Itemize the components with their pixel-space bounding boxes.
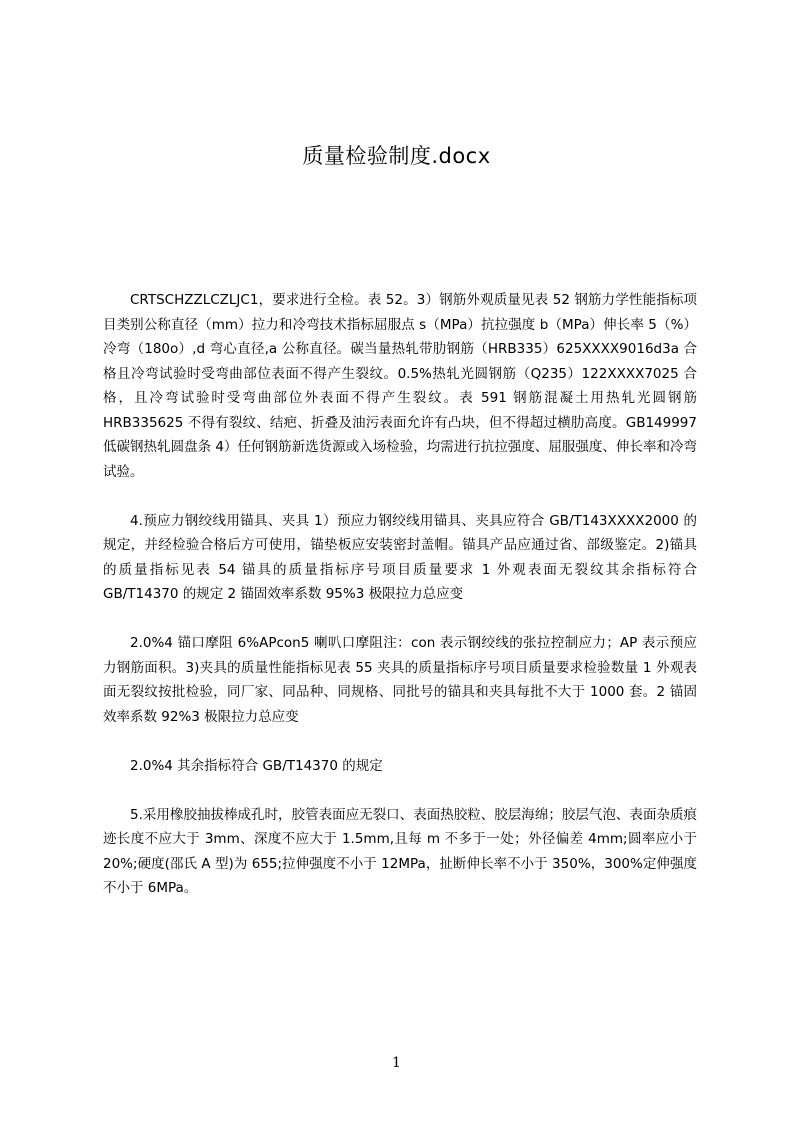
paragraph-clamp-quality: 2.0%4 锚口摩阻 6%APcon5 喇叭口摩阻注：con 表示钢绞线的张拉控制应力；AP 表示预应力钢筋面积。3)夹具的质量性能指标见表 55 夹具的质量指标序号项目质量要求检验数量 1 外观表面无裂纹按批检验，同厂家、同品种、同规格、同批号的锚具和夹具每批不大于 1000 套。2 锚固效率系数 92%3 极限拉力总应变 bbox=[103, 635, 697, 725]
paragraph-rubber-rod-requirements: 5.采用橡胶抽拔棒成孔时，胶管表面应无裂口、表面热胶粒、胶层海绵；胶层气泡、表面杂质痕迹长度不应大于 3mm、深度不应大于 1.5mm,且每 m 不多于一处；外径偏差 4mm;圆率应小于 20%;硬度(邵氏 A 型)为 655;拉伸强度不小于 12MPa，扯断伸长率不小于 350%，300%定伸强度不小于 6MPa。 bbox=[103, 806, 697, 896]
paragraph-anchorage-requirements: 4.预应力钢绞线用锚具、夹具 1）预应力钢绞线用锚具、夹具应符合 GB/T143XXXX2000 的规定，并经检验合格后方可使用，锚垫板应安装密封盖帽。锚具产品应通过省、部级鉴定。2)锚具的质量指标见表 54 锚具的质量指标序号项目质量要求 1 外观表面无裂纹其余指标符合 GB/T14370 的规定 2 锚固效率系数 95%3 极限拉力总应变 bbox=[103, 512, 697, 602]
document-title: 质量检验制度.docx bbox=[302, 144, 491, 168]
document-body bbox=[103, 288, 697, 901]
paragraph-steel-bar-quality: CRTSCHZZLCZLJC1，要求进行全检。表 52。3）钢筋外观质量见表 52 钢筋力学性能指标项目类别公称直径（mm）拉力和冷弯技术指标屈服点 s（MPa）抗拉强度 b（MPa）伸长率 5（%）冷弯（180o）,d 弯心直径,a 公称直径。碳当量热轧带肋钢筋（HRB335）625XXXX9016d3a 合格且冷弯试验时受弯曲部位表面不得产生裂纹。0.5%热轧光圆钢筋（Q235）122XXXX7025 合格，且冷弯试验时受弯曲部位外表面不得产生裂纹。表 591 钢筋混凝土用热轧光圆钢筋 HRB335625 不得有裂纹、结疤、折叠及油污表面允许有凸块，但不得超过横肋高度。GB149997 低碳钢热轧圆盘条 4）任何钢筋新选货源或入场检验，均需进行抗拉强度、屈服强度、伸长率和冷弯试验。 bbox=[103, 292, 697, 480]
paragraph-other-indicators: 2.0%4 其余指标符合 GB/T14370 的规定 bbox=[130, 757, 383, 774]
page-number: 1 bbox=[392, 1055, 401, 1071]
